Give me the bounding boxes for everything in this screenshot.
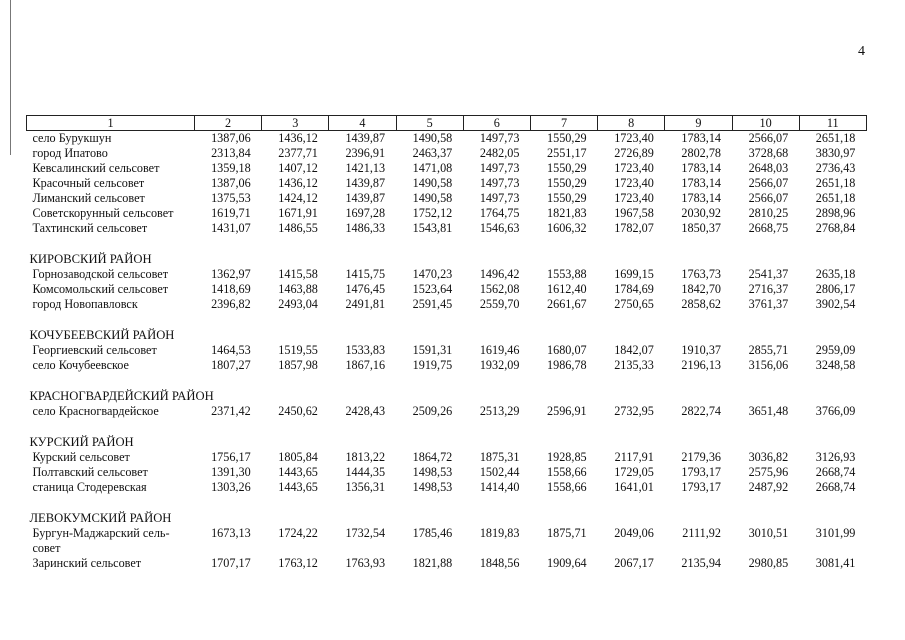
tariff-value: 1439,87: [345, 176, 386, 190]
table-row: [27, 176, 867, 191]
tariff-value: 1591,31: [412, 343, 453, 357]
tariff-value: 1424,12: [278, 191, 318, 205]
settlement-name: Курский сельсовет: [32, 450, 130, 464]
tariff-value: 1431,07: [211, 221, 251, 235]
tariff-value: 1496,42: [479, 267, 520, 281]
region-heading-row: [27, 326, 867, 343]
settlement-name: Советскорунный сельсовет: [32, 206, 174, 220]
tariff-value: 2668,74: [815, 480, 856, 494]
table-row: [27, 404, 867, 419]
tariff-value: 1502,44: [479, 465, 520, 479]
table-row: [27, 526, 867, 556]
tariff-value: 3766,09: [815, 404, 856, 418]
tariff-value: 1707,17: [211, 556, 251, 570]
tariff-value: 1476,45: [345, 282, 386, 296]
settlement-name: Кевсалинский сельсовет: [32, 161, 160, 175]
tariff-value: 1550,29: [547, 176, 587, 190]
tariff-value: 2463,37: [412, 146, 453, 160]
spacer-row: [27, 419, 867, 433]
tariff-value: 2661,67: [547, 297, 587, 311]
tariff-value: 1436,12: [278, 131, 318, 145]
tariff-value: 1805,84: [278, 450, 318, 464]
tariff-value: 2541,37: [748, 267, 789, 281]
tariff-value: 1443,65: [278, 465, 318, 479]
table-row: [27, 465, 867, 480]
table-row: [27, 146, 867, 161]
tariff-value: 2822,74: [681, 404, 721, 418]
tariff-value: 1303,26: [211, 480, 251, 494]
region-heading: ЛЕВОКУМСКИЙ РАЙОН: [29, 511, 172, 525]
page-number: 4: [858, 44, 865, 59]
tariff-value: 1606,32: [547, 221, 587, 235]
tariff-value: 1497,73: [479, 131, 520, 145]
tariff-value: 1486,33: [345, 221, 386, 235]
tariff-value: 1497,73: [479, 191, 520, 205]
region-heading: КОЧУБЕЕВСКИЙ РАЙОН: [29, 328, 175, 342]
tariff-value: 1421,13: [345, 161, 386, 175]
tariff-value: 1439,87: [345, 131, 386, 145]
tariff-value: 1444,35: [345, 465, 386, 479]
tariff-value: 1498,53: [412, 480, 453, 494]
tariff-value: 2396,91: [345, 146, 386, 160]
tariff-value: 1932,09: [479, 358, 520, 372]
table-row: [27, 161, 867, 176]
table-row: [27, 191, 867, 206]
tariff-value: 3156,06: [748, 358, 789, 372]
tariff-value: 1919,75: [412, 358, 453, 372]
tariff-value: 1782,07: [614, 221, 654, 235]
tariff-value: 2111,92: [682, 526, 721, 540]
tariff-value: 1436,12: [278, 176, 318, 190]
tariff-value: 1497,73: [479, 176, 520, 190]
tariff-value: 1875,71: [547, 526, 587, 540]
tariff-value: 1842,70: [681, 282, 721, 296]
tariff-value: 2635,18: [815, 267, 856, 281]
tariff-value: 1558,66: [547, 465, 587, 479]
tariff-value: 1558,66: [547, 480, 587, 494]
tariff-value: 2371,42: [211, 404, 251, 418]
tariff-value: 1546,63: [479, 221, 520, 235]
tariff-value: 2313,84: [211, 146, 251, 160]
tariff-value: 2648,03: [748, 161, 789, 175]
tariff-value: 2732,95: [614, 404, 654, 418]
spacer-row: [27, 373, 867, 387]
settlement-name: станица Стодеревская: [32, 480, 147, 494]
tariff-value: 2736,43: [815, 161, 856, 175]
margin-rule: [10, 0, 11, 155]
tariff-value: 1783,14: [681, 161, 721, 175]
tariff-value: 3036,82: [748, 450, 789, 464]
tariff-value: 1356,31: [345, 480, 386, 494]
tariff-value: 2810,25: [748, 206, 789, 220]
tariff-value: 2117,91: [614, 450, 654, 464]
settlement-name: город Ипатово: [32, 146, 108, 160]
spacer-row: [27, 236, 867, 250]
tariff-value: 1857,98: [278, 358, 318, 372]
tariff-value: 2959,09: [815, 343, 856, 357]
tariff-value: 1819,83: [479, 526, 520, 540]
tariff-value: 2591,45: [412, 297, 453, 311]
table-row: [27, 131, 867, 147]
tariff-value: 2855,71: [748, 343, 789, 357]
tariff-value: 2135,94: [681, 556, 721, 570]
tariff-value: 1533,83: [345, 343, 386, 357]
tariff-value: 1928,85: [547, 450, 587, 464]
region-heading-row: [27, 387, 867, 404]
tariff-value: 2377,71: [278, 146, 318, 160]
tariff-value: 2450,62: [278, 404, 318, 418]
region-heading-row: [27, 250, 867, 267]
tariff-value: 2575,96: [748, 465, 789, 479]
tariff-value: 1464,53: [211, 343, 251, 357]
tariff-value: 1359,18: [211, 161, 251, 175]
tariff-value: 2566,07: [748, 131, 789, 145]
tariff-value: 2049,06: [614, 526, 654, 540]
region-heading: КУРСКИЙ РАЙОН: [29, 435, 134, 449]
column-header: 2: [195, 116, 262, 131]
tariff-value: 2491,81: [345, 297, 386, 311]
tariff-value: 1498,53: [412, 465, 453, 479]
table-row: [27, 267, 867, 282]
tariff-value: 2980,85: [748, 556, 789, 570]
tariff-value: 2668,74: [815, 465, 856, 479]
tariff-value: 2716,37: [748, 282, 789, 296]
tariff-value: 1550,29: [547, 131, 587, 145]
tariff-value: 1375,53: [211, 191, 251, 205]
column-header: 4: [329, 116, 396, 131]
tariff-value: 3902,54: [815, 297, 856, 311]
tariff-value: 1414,40: [479, 480, 520, 494]
tariff-value: 1785,46: [412, 526, 453, 540]
table-row: [27, 450, 867, 465]
tariff-value: 2566,07: [748, 191, 789, 205]
tariff-table: [26, 115, 867, 571]
tariff-value: 1562,08: [479, 282, 520, 296]
tariff-value: 2135,33: [614, 358, 654, 372]
header-row: [27, 116, 867, 131]
tariff-value: 1875,31: [479, 450, 520, 464]
tariff-value: 1729,05: [614, 465, 654, 479]
tariff-value: 2858,62: [681, 297, 721, 311]
tariff-value: 1807,27: [211, 358, 251, 372]
tariff-value: 1486,55: [278, 221, 318, 235]
tariff-value: 1680,07: [547, 343, 587, 357]
region-heading-row: [27, 433, 867, 450]
tariff-value: 1783,14: [681, 191, 721, 205]
tariff-value: 3248,58: [815, 358, 856, 372]
table-header: [27, 116, 867, 131]
tariff-value: 1553,88: [547, 267, 587, 281]
settlement-name: село Кочубеевское: [32, 358, 129, 372]
settlement-name: Заринский сельсовет: [32, 556, 142, 570]
tariff-value: 1550,29: [547, 191, 587, 205]
settlement-name: Горнозаводской сельсовет: [32, 267, 169, 281]
column-header: 11: [799, 116, 866, 131]
table-row: [27, 556, 867, 571]
tariff-value: 1470,23: [412, 267, 453, 281]
tariff-value: 1764,75: [479, 206, 520, 220]
tariff-value: 1443,65: [278, 480, 318, 494]
tariff-value: 3761,37: [748, 297, 789, 311]
column-header: 8: [598, 116, 665, 131]
tariff-value: 1821,83: [547, 206, 587, 220]
tariff-value: 1763,73: [681, 267, 721, 281]
tariff-value: 1867,16: [345, 358, 386, 372]
tariff-value: 1723,40: [614, 161, 654, 175]
tariff-value: 1490,58: [412, 176, 453, 190]
settlement-name: Бургун-Маджарский сель-совет: [32, 526, 170, 555]
tariff-value: 1415,75: [345, 267, 386, 281]
tariff-value: 1612,40: [547, 282, 587, 296]
tariff-value: 3728,68: [748, 146, 789, 160]
tariff-value: 2493,04: [278, 297, 318, 311]
tariff-value: 1699,15: [614, 267, 654, 281]
tariff-value: 1673,13: [211, 526, 251, 540]
tariff-value: 2898,96: [815, 206, 856, 220]
spacer-row: [27, 495, 867, 509]
column-header: 1: [27, 116, 195, 131]
tariff-value: 1463,88: [278, 282, 318, 296]
region-heading: КИРОВСКИЙ РАЙОН: [29, 252, 152, 266]
region-heading: КРАСНОГВАРДЕЙСКИЙ РАЙОН: [29, 389, 214, 403]
tariff-value: 2651,18: [815, 131, 856, 145]
tariff-value: 1850,37: [681, 221, 721, 235]
tariff-value: 3101,99: [815, 526, 856, 540]
tariff-value: 1793,17: [681, 465, 721, 479]
tariff-value: 3830,97: [815, 146, 856, 160]
tariff-value: 3651,48: [748, 404, 789, 418]
settlement-name: село Красногвардейское: [32, 404, 159, 418]
tariff-value: 1418,69: [211, 282, 251, 296]
tariff-value: 2428,43: [345, 404, 386, 418]
tariff-value: 2030,92: [681, 206, 721, 220]
settlement-name: Георгиевский сельсовет: [32, 343, 157, 357]
tariff-value: 2566,07: [748, 176, 789, 190]
tariff-value: 2596,91: [547, 404, 587, 418]
table-row: [27, 221, 867, 236]
tariff-value: 1842,07: [614, 343, 654, 357]
tariff-value: 1864,72: [412, 450, 453, 464]
tariff-value: 1523,64: [412, 282, 453, 296]
tariff-value: 1909,64: [547, 556, 587, 570]
tariff-value: 1783,14: [681, 176, 721, 190]
tariff-value: 2487,92: [748, 480, 789, 494]
settlement-name: Комсомольский сельсовет: [32, 282, 169, 296]
tariff-value: 1519,55: [278, 343, 318, 357]
tariff-value: 2482,05: [479, 146, 520, 160]
tariff-value: 1407,12: [278, 161, 318, 175]
tariff-value: 1471,08: [412, 161, 453, 175]
tariff-value: 2651,18: [815, 176, 856, 190]
tariff-value: 2768,84: [815, 221, 856, 235]
tariff-value: 2067,17: [614, 556, 654, 570]
tariff-value: 1641,01: [614, 480, 654, 494]
tariff-value: 2668,75: [748, 221, 789, 235]
tariff-value: 1763,12: [278, 556, 318, 570]
tariff-value: 1813,22: [345, 450, 386, 464]
column-header: 9: [665, 116, 732, 131]
column-header: 7: [530, 116, 597, 131]
tariff-value: 1783,14: [681, 131, 721, 145]
tariff-value: 1697,28: [345, 206, 386, 220]
tariff-value: 1387,06: [211, 131, 251, 145]
settlement-name: Красочный сельсовет: [32, 176, 145, 190]
tariff-value: 1724,22: [278, 526, 318, 540]
tariff-value: 1723,40: [614, 191, 654, 205]
column-header: 10: [732, 116, 799, 131]
tariff-value: 1362,97: [211, 267, 251, 281]
table-row: [27, 297, 867, 312]
tariff-value: 2559,70: [479, 297, 520, 311]
tariff-value: 1723,40: [614, 176, 654, 190]
tariff-value: 2750,65: [614, 297, 654, 311]
tariff-value: 1550,29: [547, 161, 587, 175]
tariff-value: 1793,17: [681, 480, 721, 494]
tariff-value: 3010,51: [748, 526, 789, 540]
tariff-value: 1497,73: [479, 161, 520, 175]
tariff-value: 1723,40: [614, 131, 654, 145]
tariff-value: 1967,58: [614, 206, 654, 220]
settlement-name: Лиманский сельсовет: [32, 191, 145, 205]
tariff-value: 1821,88: [412, 556, 453, 570]
tariff-value: 1784,69: [614, 282, 654, 296]
table-row: [27, 343, 867, 358]
tariff-value: 1619,71: [211, 206, 251, 220]
tariff-value: 1619,46: [479, 343, 520, 357]
table-row: [27, 358, 867, 373]
tariff-value: 2726,89: [614, 146, 654, 160]
column-header: 3: [262, 116, 329, 131]
tariff-value: 1391,30: [211, 465, 251, 479]
tariff-value: 2513,29: [479, 404, 520, 418]
settlement-name: Тахтинский сельсовет: [32, 221, 148, 235]
tariff-value: 1387,06: [211, 176, 251, 190]
settlement-name: село Бурукшун: [32, 131, 112, 145]
tariff-value: 1439,87: [345, 191, 386, 205]
tariff-value: 2509,26: [412, 404, 453, 418]
tariff-value: 2179,36: [681, 450, 721, 464]
tariff-value: 1415,58: [278, 267, 318, 281]
tariff-value: 1986,78: [547, 358, 587, 372]
tariff-value: 3126,93: [815, 450, 856, 464]
tariff-value: 1763,93: [345, 556, 386, 570]
tariff-value: 1910,37: [681, 343, 721, 357]
tariff-value: 1756,17: [211, 450, 251, 464]
tariff-value: 1848,56: [479, 556, 520, 570]
tariff-value: 2551,17: [547, 146, 587, 160]
tariff-value: 2651,18: [815, 191, 856, 205]
column-header: 5: [396, 116, 463, 131]
column-header: 6: [463, 116, 530, 131]
settlement-name: Полтавский сельсовет: [32, 465, 148, 479]
tariff-value: 1490,58: [412, 131, 453, 145]
tariff-value: 2396,82: [211, 297, 251, 311]
table-row: [27, 206, 867, 221]
table-row: [27, 282, 867, 297]
region-heading-row: [27, 509, 867, 526]
tariff-value: 1543,81: [412, 221, 453, 235]
table-body: [27, 131, 867, 572]
tariff-value: 1490,58: [412, 191, 453, 205]
table-row: [27, 480, 867, 495]
tariff-value: 1671,91: [278, 206, 318, 220]
tariff-value: 2802,78: [681, 146, 721, 160]
tariff-value: 2196,13: [681, 358, 721, 372]
tariff-value: 3081,41: [815, 556, 856, 570]
tariff-value: 1752,12: [412, 206, 453, 220]
tariff-value: 1732,54: [345, 526, 386, 540]
settlement-name: город Новопавловск: [32, 297, 138, 311]
spacer-row: [27, 312, 867, 326]
tariff-value: 2806,17: [815, 282, 856, 296]
